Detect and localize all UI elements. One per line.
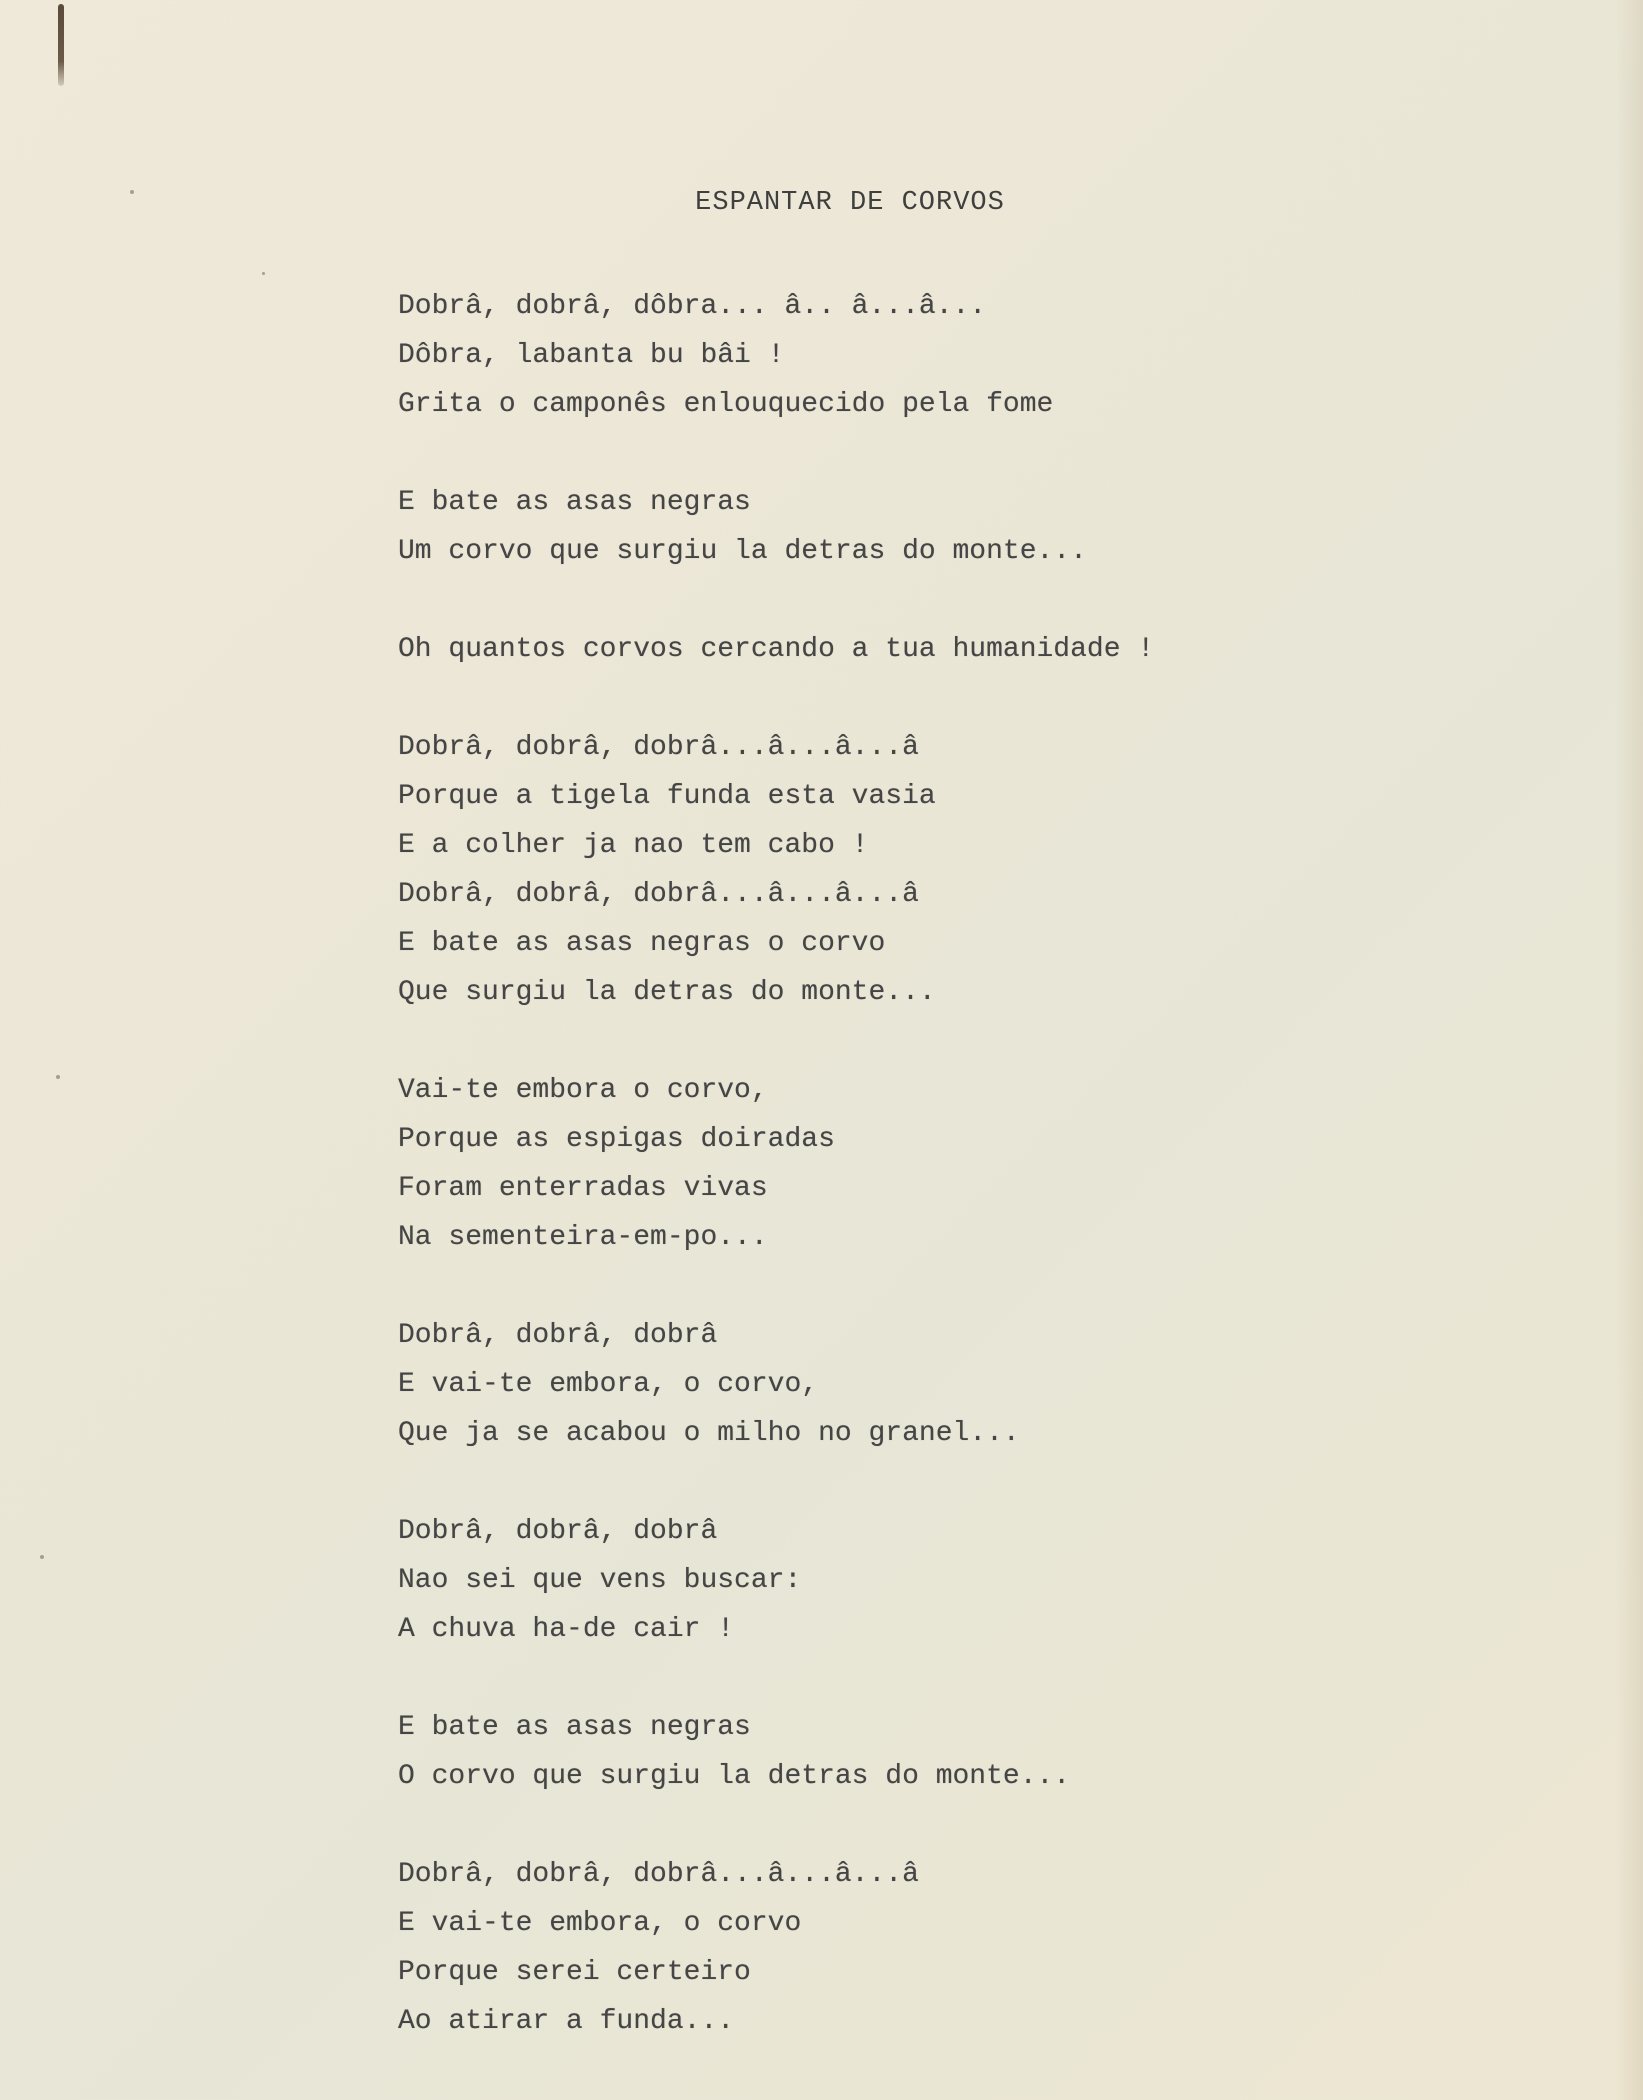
poem-line: Que surgiu la detras do monte... bbox=[398, 977, 936, 1008]
poem-line: Dobrâ, dobrâ, dobrâ bbox=[398, 1516, 718, 1547]
poem-line: Ao atirar a funda... bbox=[398, 2006, 735, 2037]
poem-line: Que ja se acabou o milho no granel... bbox=[398, 1418, 1020, 1449]
poem-line: A chuva ha-de cair ! bbox=[398, 1614, 735, 1645]
poem-line: Dobrâ, dobrâ, dôbra... â.. â...â... bbox=[398, 291, 987, 322]
poem-line: Porque a tigela funda esta vasia bbox=[398, 781, 936, 812]
poem-line: Porque as espigas doiradas bbox=[398, 1124, 835, 1155]
stanza bbox=[398, 478, 1578, 576]
paper-edge-shadow bbox=[1615, 0, 1643, 2100]
poem-line: Grita o camponês enlouquecido pela fome bbox=[398, 389, 1054, 420]
poem-line: Vai-te embora o corvo, bbox=[398, 1075, 768, 1106]
poem-line: E bate as asas negras o corvo bbox=[398, 928, 886, 959]
stanza bbox=[398, 1850, 1578, 2046]
poem-line: Nao sei que vens buscar: bbox=[398, 1565, 802, 1596]
poem-line: E bate as asas negras bbox=[398, 487, 751, 518]
poem-line: E vai-te embora, o corvo bbox=[398, 1908, 802, 1939]
poem-line: E a colher ja nao tem cabo ! bbox=[398, 830, 869, 861]
stanza bbox=[398, 723, 1578, 1017]
poem-line: Porque serei certeiro bbox=[398, 1957, 751, 1988]
poem-line: Dôbra, labanta bu bâi ! bbox=[398, 340, 785, 371]
poem-line: O corvo que surgiu la detras do monte... bbox=[398, 1761, 1071, 1792]
poem-body bbox=[398, 282, 1578, 2095]
stanza bbox=[398, 1703, 1578, 1801]
poem-title: ESPANTAR DE CORVOS bbox=[695, 188, 1005, 218]
poem-line: Um corvo que surgiu la detras do monte... bbox=[398, 536, 1087, 567]
poem-line: Oh quantos corvos cercando a tua humanidade ! bbox=[398, 634, 1155, 665]
stanza bbox=[398, 625, 1578, 674]
stanza bbox=[398, 1066, 1578, 1262]
poem-line: Dobrâ, dobrâ, dobrâ...â...â...â bbox=[398, 732, 919, 763]
poem-line: Dobrâ, dobrâ, dobrâ...â...â...â bbox=[398, 1859, 919, 1890]
paper-speck bbox=[40, 1555, 44, 1559]
poem-line: Na sementeira-em-po... bbox=[398, 1222, 768, 1253]
poem-line: Foram enterradas vivas bbox=[398, 1173, 768, 1204]
ink-mark bbox=[58, 4, 64, 86]
stanza bbox=[398, 1507, 1578, 1654]
paper-speck bbox=[56, 1075, 60, 1079]
poem-line: Dobrâ, dobrâ, dobrâ...â...â...â bbox=[398, 879, 919, 910]
stanza bbox=[398, 282, 1578, 429]
poem-line: Dobrâ, dobrâ, dobrâ bbox=[398, 1320, 718, 1351]
stanza bbox=[398, 1311, 1578, 1458]
paper-speck bbox=[262, 272, 265, 275]
poem-line: E vai-te embora, o corvo, bbox=[398, 1369, 819, 1400]
poem-line: E bate as asas negras bbox=[398, 1712, 751, 1743]
